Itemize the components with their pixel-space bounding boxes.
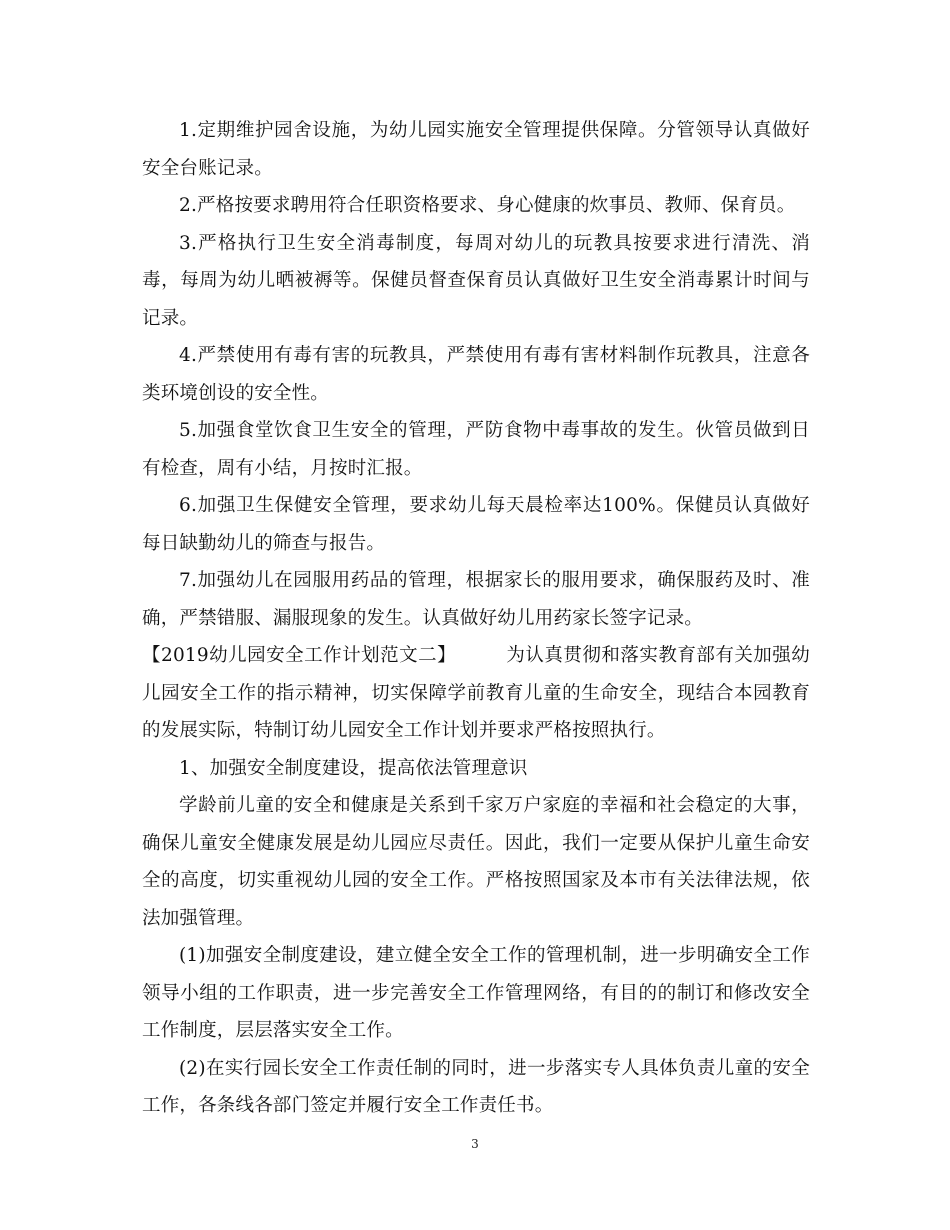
paragraph-section-1: 1、加强安全制度建设，提高依法管理意识	[179, 757, 528, 779]
paragraph-section-4: (2)在实行园长安全工作责任制的同时，进一步落实专人具体负责儿童的安全工作，各条线各部门签定并履行安全工作责任书。	[142, 1057, 810, 1116]
section-intro: 为认真贯彻和落实教育部有关加强幼儿园安全工作的指示精神，切实保障学前教育儿童的生命安全，现结合本园教育的发展实际，特制订幼儿园安全工作计划并要求严格按照执行。	[142, 645, 810, 741]
paragraph-6: 6.加强卫生保健安全管理，要求幼儿每天晨检率达100%。保健员认真做好每日缺勤幼儿的筛查与报告。	[142, 495, 810, 554]
paragraph-section-2: 学龄前儿童的安全和健康是关系到千家万户家庭的幸福和社会稳定的大事，确保儿童安全健康发展是幼儿园应尽责任。因此，我们一定要从保护儿童生命安全的高度，切实重视幼儿园的安全工作。严格按照国家及本市有关法律法规，依法加强管理。	[142, 795, 810, 929]
paragraph-5: 5.加强食堂饮食卫生安全的管理，严防食物中毒事故的发生。伙管员做到日有检查，周有小结，月按时汇报。	[142, 420, 810, 479]
document-body	[142, 112, 810, 1125]
paragraph-7: 7.加强幼儿在园服用药品的管理，根据家长的服用要求，确保服药及时、准确，严禁错服、漏服现象的发生。认真做好幼儿用药家长签字记录。	[142, 570, 810, 629]
section-title: 【2019幼儿园安全工作计划范文二】	[142, 645, 457, 666]
paragraph-1: 1.定期维护园舍设施，为幼儿园实施安全管理提供保障。分管领导认真做好安全台账记录。	[142, 120, 810, 179]
paragraph-section-3: (1)加强安全制度建设，建立健全安全工作的管理机制，进一步明确安全工作领导小组的工作职责，进一步完善安全工作管理网络，有目的的制订和修改安全工作制度，层层落实安全工作。	[142, 945, 810, 1041]
paragraph-4: 4.严禁使用有毒有害的玩教具，严禁使用有毒有害材料制作玩教具，注意各类环境创设的安全性。	[142, 345, 810, 404]
paragraph-2: 2.严格按要求聘用符合任职资格要求、身心健康的炊事员、教师、保育员。	[179, 195, 796, 216]
paragraph-3: 3.严格执行卫生安全消毒制度，每周对幼儿的玩教具按要求进行清洗、消毒，每周为幼儿晒被褥等。保健员督查保育员认真做好卫生安全消毒累计时间与记录。	[142, 232, 810, 329]
page-number: 3	[471, 1137, 479, 1151]
section-heading-paragraph	[142, 637, 810, 750]
